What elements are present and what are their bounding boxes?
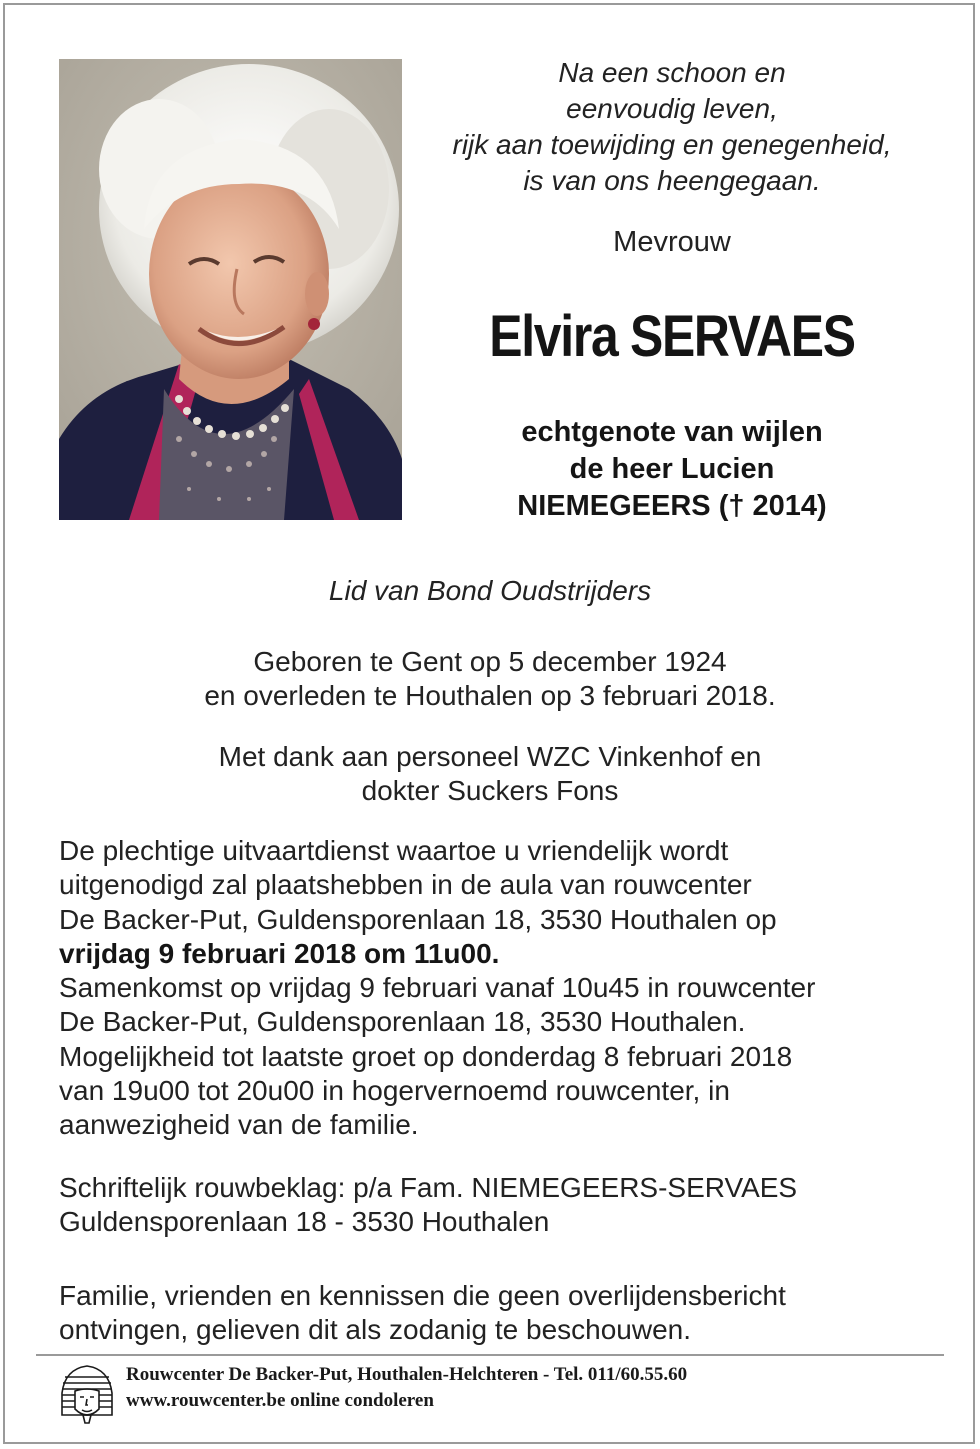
spouse-line: echtgenote van wijlen bbox=[521, 416, 823, 448]
service-line: Mogelijkheid tot laatste groet op donderdag 8 februari 2018 bbox=[59, 1040, 793, 1072]
deceased-name: Elvira SERVAES bbox=[489, 304, 855, 369]
service-line: aanwezigheid van de familie. bbox=[59, 1109, 419, 1141]
mail-line: Guldensporenlaan 18 - 3530 Houthalen bbox=[59, 1206, 550, 1238]
spouse-line: NIEMEGEERS († 2014) bbox=[517, 490, 827, 522]
footer-divider bbox=[36, 1354, 944, 1356]
thanks bbox=[0, 740, 980, 808]
service-line: uitgenodigd zal plaatshebben in de aula van rouwcenter bbox=[59, 869, 752, 901]
poem-line: rijk aan toewijding en genegenheid, bbox=[452, 129, 892, 160]
funeral-service-info bbox=[59, 834, 949, 1143]
website-link[interactable]: www.rouwcenter.be bbox=[126, 1390, 286, 1411]
spouse-info bbox=[402, 414, 942, 525]
mail-line: Schriftelijk rouwbeklag: p/a Fam. NIEMEGEERS-SERVAES bbox=[59, 1172, 798, 1203]
funeral-home-contact: Rouwcenter De Backer-Put, Houthalen-Helchteren - Tel. 011/60.55.60 bbox=[126, 1364, 688, 1385]
spouse-line: de heer Lucien bbox=[569, 453, 775, 485]
death-line: en overleden te Houthalen op 3 februari 2018. bbox=[204, 680, 776, 711]
service-datetime: vrijdag 9 februari 2018 om 11u00. bbox=[59, 937, 500, 969]
service-line: De Backer-Put, Guldensporenlaan 18, 3530 Houthalen op bbox=[59, 903, 777, 935]
family-line: Familie, vrienden en kennissen die geen overlijdensbericht bbox=[59, 1280, 786, 1311]
service-line: Samenkomst op vrijdag 9 februari vanaf 10u45 in rouwcenter bbox=[59, 972, 816, 1004]
salutation: Mevrouw bbox=[613, 226, 731, 258]
family-notice bbox=[59, 1279, 949, 1348]
birth-line: Geboren te Gent op 5 december 1924 bbox=[253, 646, 727, 677]
service-line: De Backer-Put, Guldensporenlaan 18, 3530 Houthalen. bbox=[59, 1006, 746, 1038]
service-line: van 19u00 tot 20u00 in hogervernoemd rouwcenter, in bbox=[59, 1075, 730, 1107]
thanks-line: Met dank aan personeel WZC Vinkenhof en bbox=[218, 741, 762, 772]
membership: Lid van Bond Oudstrijders bbox=[328, 575, 652, 606]
poem bbox=[402, 55, 942, 199]
portrait-photo bbox=[59, 59, 402, 520]
thanks-line: dokter Suckers Fons bbox=[361, 775, 619, 806]
poem-line: eenvoudig leven, bbox=[566, 93, 778, 124]
birth-death-info bbox=[0, 645, 980, 713]
footer-website-line bbox=[126, 1388, 687, 1414]
online-condolence-text: online condoleren bbox=[285, 1390, 434, 1411]
condolence-address bbox=[59, 1171, 949, 1240]
family-line: ontvingen, gelieven dit als zodanig te beschouwen. bbox=[59, 1314, 691, 1346]
poem-line: is van ons heengegaan. bbox=[523, 165, 821, 196]
service-line: De plechtige uitvaartdienst waartoe u vriendelijk wordt bbox=[59, 835, 729, 866]
footer-text bbox=[126, 1362, 687, 1414]
pharaoh-head-icon bbox=[57, 1363, 117, 1425]
poem-line: Na een schoon en bbox=[558, 57, 786, 88]
